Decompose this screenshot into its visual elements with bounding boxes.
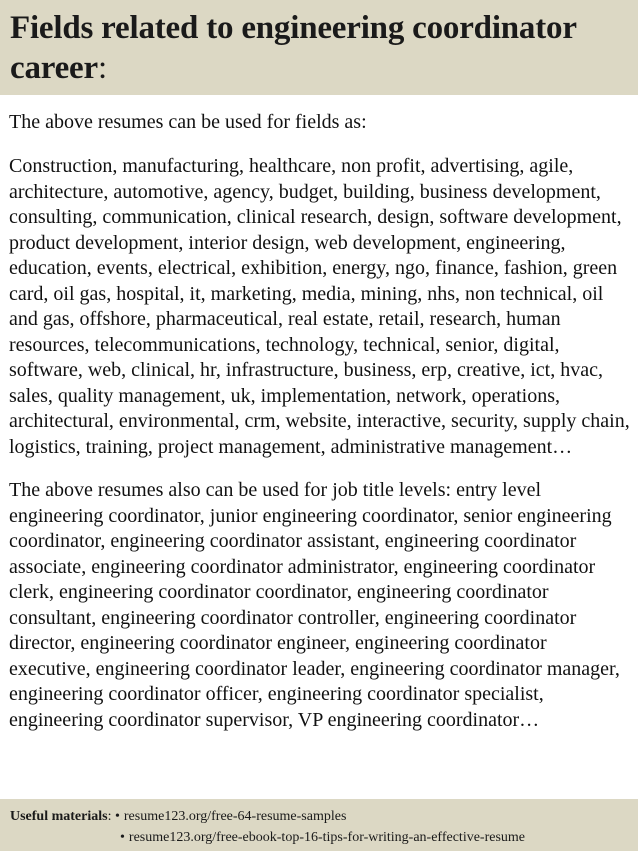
- page-title: [10, 8, 628, 88]
- ebook-tips-link[interactable]: resume123.org/free-ebook-top-16-tips-for-writing-an-effective-resume: [128, 830, 526, 845]
- page-title-text: Fields related to engineering coordinator career: [10, 10, 577, 86]
- fields-paragraph: Construction, manufacturing, healthcare, non profit, advertising, agile, architecture, automotive, agency, budget, building, business development, consulting, communication, clinical research, design, software development, product development, interior design, web development, engineering, education, events, electrical, exhibition, energy, ngo, finance, fashion, green card, oil gas, hospital, it, marketing, media, mining, nhs, non technical, oil and gas, offshore, pharmaceutical, real estate, retail, research, human resources, telecommunications, technology, technical, senior, digital, software, web, clinical, hr, infrastructure, business, erp, creative, ict, hvac, sales, quality management, uk, implementation, network, operations, architectural, environmental, crm, website, interactive, security, supply chain, logistics, training, project management, administrative management…: [9, 155, 630, 458]
- intro-text: The above resumes can be used for fields as:: [9, 111, 367, 133]
- footer-row-1: [10, 806, 628, 827]
- page-title-colon: :: [97, 50, 107, 86]
- footer-row-2: [10, 827, 628, 848]
- useful-materials-label: Useful materials: [10, 809, 108, 824]
- header-banner: [0, 0, 638, 95]
- useful-materials-colon: :: [107, 809, 112, 824]
- resume-samples-link[interactable]: resume123.org/free-64-resume-samples: [123, 809, 347, 824]
- footer-banner: [0, 799, 638, 851]
- bullet-2: •: [120, 830, 125, 845]
- bullet-1: •: [114, 809, 120, 824]
- job-levels-paragraph: The above resumes also can be used for job title levels: entry level engineering coordinator, junior engineering coordinator, senior engineering coordinator, engineering coordinator assistant, engineering coordinator associate, engineering coordinator administrator, engineering coordinator clerk, engineering coordinator coordinator, engineering coordinator consultant, engineering coordinator controller, engineering coordinator director, engineering coordinator engineer, engineering coordinator executive, engineering coordinator leader, engineering coordinator manager, engineering coordinator officer, engineering coordinator specialist, engineering coordinator supervisor, VP engineering coordinator…: [9, 479, 620, 731]
- main-content: [9, 109, 631, 733]
